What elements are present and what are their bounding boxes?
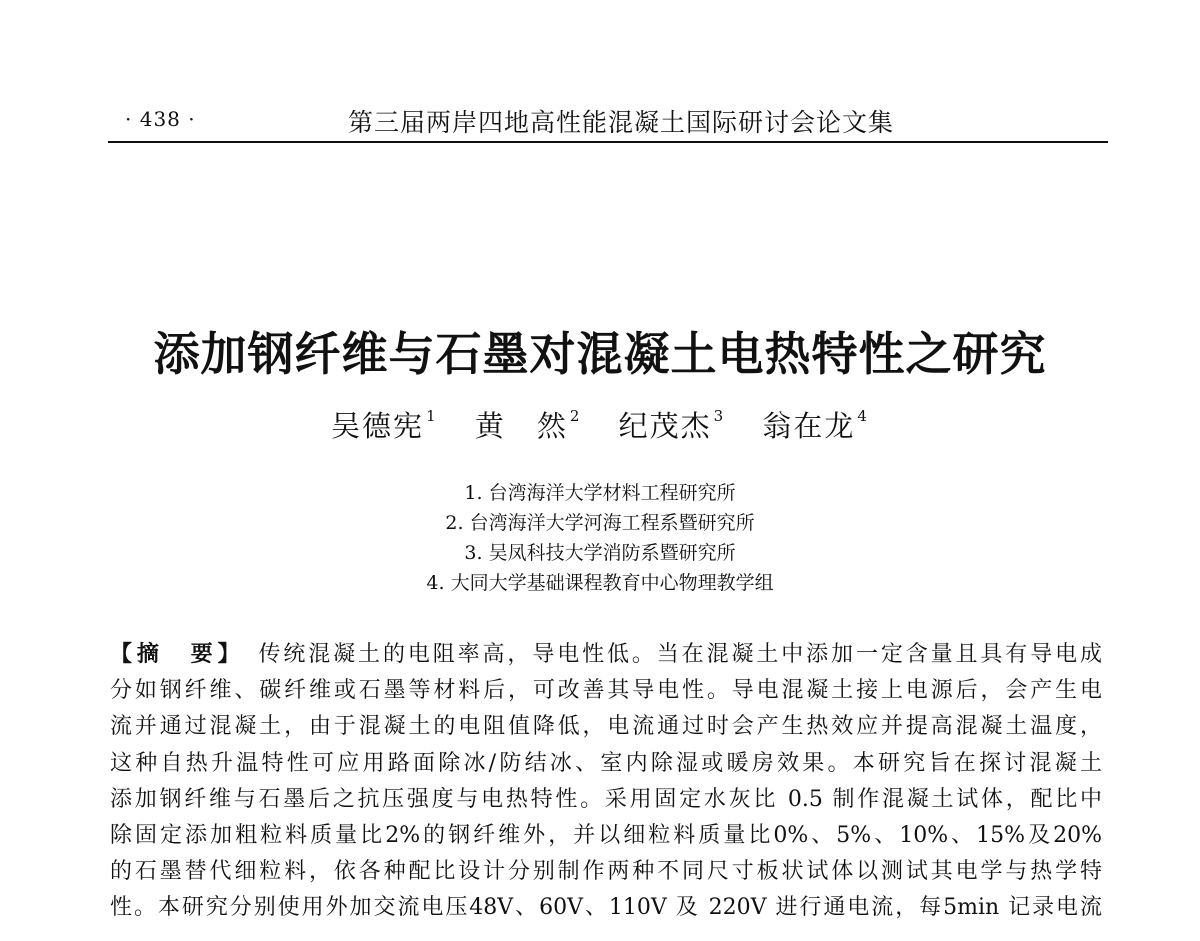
- author-name: 翁在龙: [762, 409, 856, 443]
- paper-title: 添加钢纤维与石墨对混凝土电热特性之研究: [153, 327, 1047, 381]
- author-affiliation-mark: 3: [713, 407, 726, 425]
- header-rule: [108, 141, 1108, 143]
- abstract-line: 添加钢纤维与石墨后之抗压强度与电热特性。采用固定水灰比 0.5 制作混凝土试体，配比中: [110, 786, 1102, 812]
- abstract: [110, 637, 1102, 927]
- affiliation: 1. 台湾海洋大学材料工程研究所: [464, 482, 736, 504]
- affiliation: 4. 大同大学基础课程教育中心物理教学组: [426, 572, 774, 594]
- abstract-line: [110, 637, 1102, 673]
- author-affiliation-mark: 4: [857, 407, 869, 425]
- author: [619, 404, 726, 445]
- running-header: [108, 103, 1108, 143]
- author-name: 黄 然: [474, 409, 568, 443]
- author-name: 吴德宪: [331, 409, 425, 443]
- author-name: 纪茂杰: [618, 409, 712, 443]
- affiliation-list: [0, 478, 1200, 598]
- affiliation: 3. 吴凤科技大学消防系暨研究所: [464, 542, 736, 564]
- journal-title: 第三届两岸四地高性能混凝土国际研讨会论文集: [348, 108, 895, 137]
- abstract-label: 【摘 要】: [110, 642, 245, 667]
- abstract-line: 这种自热升温特性可应用路面除冰/防结冰、室内除湿或暖房效果。本研究旨在探讨混凝土: [110, 750, 1102, 776]
- author: [762, 404, 869, 445]
- abstract-line: 分如钢纤维、碳纤维或石墨等材料后，可改善其导电性。导电混凝土接上电源后，会产生电: [110, 678, 1102, 704]
- author-list: [0, 404, 1200, 445]
- author: [475, 404, 582, 445]
- author: [331, 404, 438, 445]
- author-affiliation-mark: 2: [569, 407, 582, 425]
- page-number: · 438 ·: [125, 107, 196, 131]
- abstract-line: 性。本研究分别使用外加交流电压48V、60V、110V 及 220V 进行通电流，每5min 记录电流: [110, 895, 1102, 921]
- abstract-line: 流并通过混凝土，由于混凝土的电阻值降低，电流通过时会产生热效应并提高混凝土温度，: [110, 714, 1102, 740]
- author-affiliation-mark: 1: [426, 407, 438, 425]
- abstract-text: 传统混凝土的电阻率高，导电性低。当在混凝土中添加一定含量且具有导电成: [258, 642, 1102, 667]
- abstract-line: 除固定添加粗粒料质量比2%的钢纤维外，并以细粒料质量比0%、5%、10%、15%及20%: [110, 822, 1102, 848]
- affiliation: 2. 台湾海洋大学河海工程系暨研究所: [445, 512, 755, 534]
- abstract-line: 的石墨替代细粒料，依各种配比设计分别制作两种不同尺寸板状试体以测试其电学与热学特: [110, 859, 1102, 885]
